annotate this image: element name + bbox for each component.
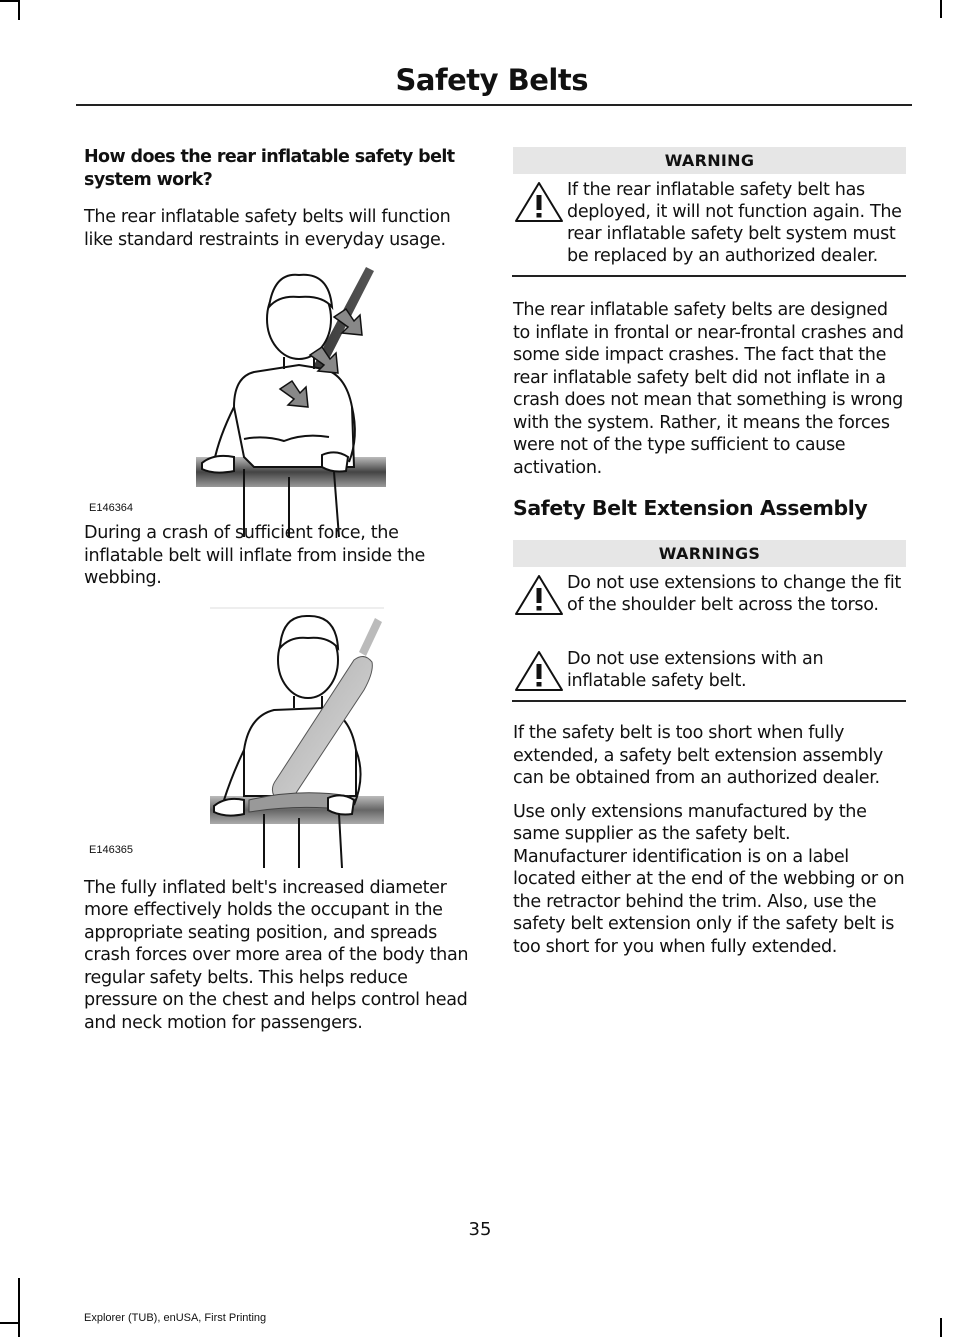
- figure-e146364: [84, 257, 476, 552]
- warning-triangle-icon: [513, 179, 565, 225]
- footer-text: Explorer (TUB), enUSA, First Printing: [84, 1312, 267, 1324]
- warning-divider: [512, 275, 906, 277]
- warning-triangle-icon: [513, 648, 565, 694]
- paragraph: The rear inflatable safety belts will function like standard restraints in everyday usage.: [84, 207, 451, 250]
- paragraph: The rear inflatable safety belts are designed to inflate in frontal or near-frontal crashes and some side impact crashes. The fact that the rear inflatable safety belt did not inflate in a crash does not mean that something is wrong with the system. Rather, it means the forces were not of the type sufficient to cause activation.: [513, 300, 904, 478]
- paragraph: If the safety belt is too short when fully extended, a safety belt extension assembly can be obtained from an authorized dealer.: [513, 723, 883, 788]
- paragraph: The fully inflated belt's increased diameter more effectively holds the occupant in the appropriate seating position, and spreads crash forces over more area of the body than regular safety belts. This helps reduce pressure on the chest and helps control head and neck motion for passengers.: [84, 877, 469, 1033]
- warning-header: WARNING: [513, 147, 906, 174]
- crop-mark: [940, 0, 942, 18]
- figure-e146365: [84, 600, 476, 882]
- warning-text: If the rear inflatable safety belt has deployed, it will not function again. The rear inflatable safety belt system must be replaced by an authorized dealer.: [567, 180, 902, 266]
- left-column: [84, 146, 476, 1034]
- warning-divider: [512, 700, 906, 702]
- crop-mark: [0, 0, 20, 2]
- warning-text: Do not use extensions to change the fit of the shoulder belt across the torso.: [567, 573, 901, 615]
- paragraph: Use only extensions manufactured by the same supplier as the safety belt. Manufacturer identification is on a label located either at the end of the webbing or on the retractor behind the trim. Also, use the safety belt extension only if the safety belt is too short for you when fully extended.: [513, 801, 905, 957]
- crop-mark: [940, 1318, 942, 1337]
- crop-mark: [18, 0, 20, 20]
- warnings-header: WARNINGS: [513, 540, 906, 567]
- warning-item: [513, 572, 906, 638]
- crop-mark: [18, 1278, 20, 1337]
- figure-code: E146365: [89, 843, 134, 856]
- header-divider: [76, 104, 912, 106]
- paragraph: During a crash of sufficient force, the inflatable belt will inflate from inside the webbing.: [84, 523, 425, 588]
- page-title: Safety Belts: [395, 63, 588, 97]
- child-inflated-belt-illustration: [84, 600, 476, 870]
- warning-triangle-icon: [513, 572, 565, 618]
- figure-code: E146364: [89, 502, 134, 514]
- warning-item: [513, 179, 906, 273]
- page-number: 35: [468, 1219, 492, 1240]
- section-subheading: How does the rear inflatable safety belt system work?: [84, 147, 455, 190]
- right-column: [513, 147, 906, 958]
- warning-item: [513, 648, 906, 698]
- warning-text: Do not use extensions with an inflatable safety belt.: [567, 649, 824, 691]
- section-heading: Safety Belt Extension Assembly: [513, 496, 868, 520]
- crop-mark: [0, 1322, 20, 1324]
- child-belt-illustration: [84, 257, 476, 537]
